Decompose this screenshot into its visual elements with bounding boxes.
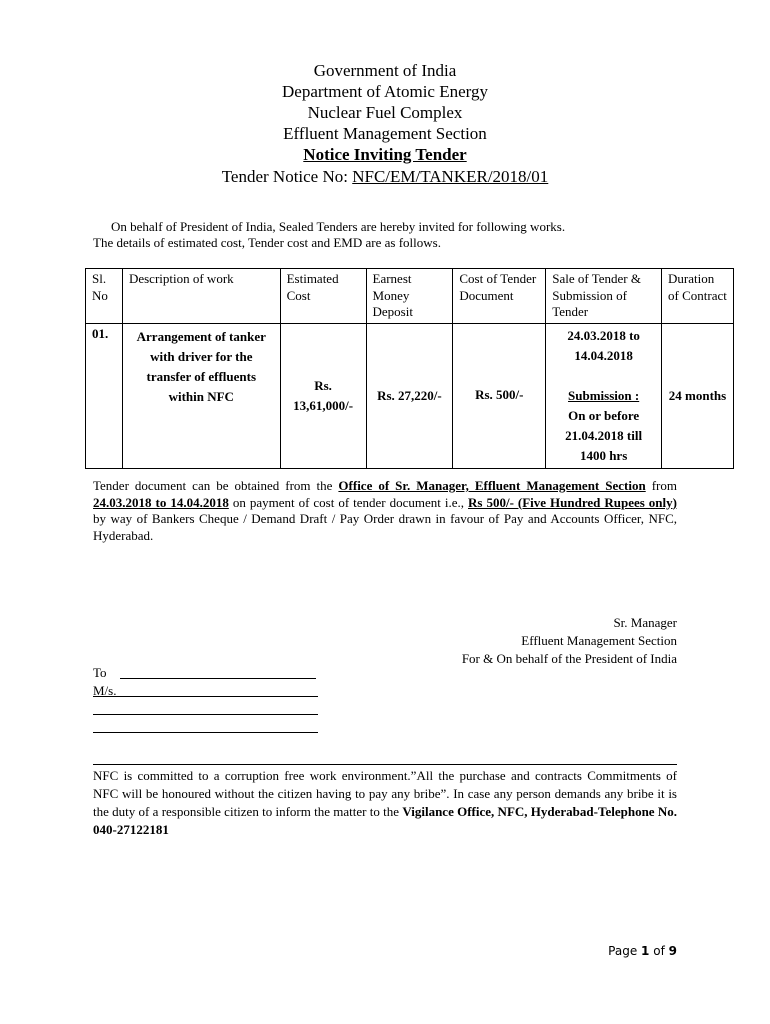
header-description: Description of work	[122, 269, 280, 324]
org-section: Effluent Management Section	[283, 124, 487, 143]
tender-notice-number	[0, 166, 770, 188]
address-line-2	[93, 696, 318, 697]
document-title: Notice Inviting Tender	[303, 145, 467, 164]
cell-description: Arrangement of tanker with driver for the transfer of effluents within NFC	[122, 323, 280, 468]
address-line-1	[120, 678, 316, 679]
table-row	[86, 323, 734, 468]
tender-details-table	[85, 268, 734, 469]
address-to: To	[93, 665, 107, 680]
submission-detail: On or before 21.04.2018 till 1400 hrs	[565, 407, 643, 463]
page-current: 1	[641, 944, 650, 958]
intro-text	[93, 219, 693, 251]
cell-sl-no: 01.	[86, 323, 123, 468]
para-text-1: Tender document can be obtained from the	[93, 478, 339, 493]
para-dates: 24.03.2018 to 14.04.2018	[93, 494, 229, 510]
address-block	[93, 664, 116, 700]
intro-line-1: On behalf of President of India, Sealed Tenders are hereby invited for following works.	[111, 219, 566, 234]
cell-duration: 24 months	[662, 323, 734, 468]
vigilance-contact: Vigilance Office, NFC, Hyderabad-Telephone No. 040-27122181	[93, 804, 677, 837]
page-of: of	[653, 944, 665, 958]
header-sale-submission: Sale of Tender & Submission of Tender	[546, 269, 662, 324]
cell-tender-cost: Rs. 500/-	[453, 323, 546, 468]
para-amount: Rs 500/- (Five Hundred Rupees only)	[468, 494, 677, 510]
address-line-4	[93, 732, 318, 733]
address-line-3	[93, 714, 318, 715]
tender-document-info	[93, 478, 677, 544]
page-total: 9	[668, 944, 677, 958]
para-office: Office of Sr. Manager, Effluent Management Section	[338, 478, 646, 493]
header-estimated-cost: Estimated Cost	[280, 269, 366, 324]
intro-line-2: The details of estimated cost, Tender cost and EMD are as follows.	[93, 235, 441, 250]
integrity-text: NFC is committed to a corruption free work environment.”All the purchase and contracts Commitments of NFC will be honoured without the citizen having to pay any bribe”. In case any person demands any bribe it is the duty of a responsible citizen to inform the matter to the	[93, 768, 677, 819]
header-emd: Earnest Money Deposit	[366, 269, 453, 324]
signature-authority: For & On behalf of the President of India	[461, 651, 677, 666]
para-text-4: by way of Bankers Cheque / Demand Draft / Pay Order drawn in favour of Pay and Accounts Officer, NFC, Hyderabad.	[93, 511, 677, 543]
submission-label: Submission :	[568, 387, 640, 403]
para-text-2: from	[645, 478, 677, 493]
page-number	[608, 944, 677, 958]
table-header-row	[86, 269, 734, 324]
cell-emd: Rs. 27,220/-	[366, 323, 453, 468]
signature-section: Effluent Management Section	[521, 633, 677, 648]
address-ms: M/s.	[93, 683, 117, 698]
sale-period: 24.03.2018 to 14.04.2018	[567, 327, 640, 363]
page-label: Page	[608, 944, 638, 958]
notice-prefix: Tender Notice No:	[221, 167, 353, 186]
header-tender-cost: Cost of Tender Document	[453, 269, 546, 324]
org-department: Department of Atomic Energy	[282, 82, 488, 101]
separator-line	[93, 764, 677, 765]
document-header	[0, 60, 770, 188]
notice-number-value: NFC/EM/TANKER/2018/01	[352, 167, 549, 186]
org-government: Government of India	[313, 61, 457, 80]
signature-designation: Sr. Manager	[613, 615, 677, 630]
header-duration: Duration of Contract	[662, 269, 734, 324]
cell-sale-submission	[546, 323, 662, 468]
org-complex: Nuclear Fuel Complex	[307, 103, 463, 122]
signature-block	[462, 614, 677, 668]
integrity-note	[93, 767, 677, 839]
cell-estimated-cost: Rs. 13,61,000/-	[280, 323, 366, 468]
para-text-3: on payment of cost of tender document i.e.,	[228, 494, 469, 510]
header-sl-no: Sl. No	[86, 269, 123, 324]
